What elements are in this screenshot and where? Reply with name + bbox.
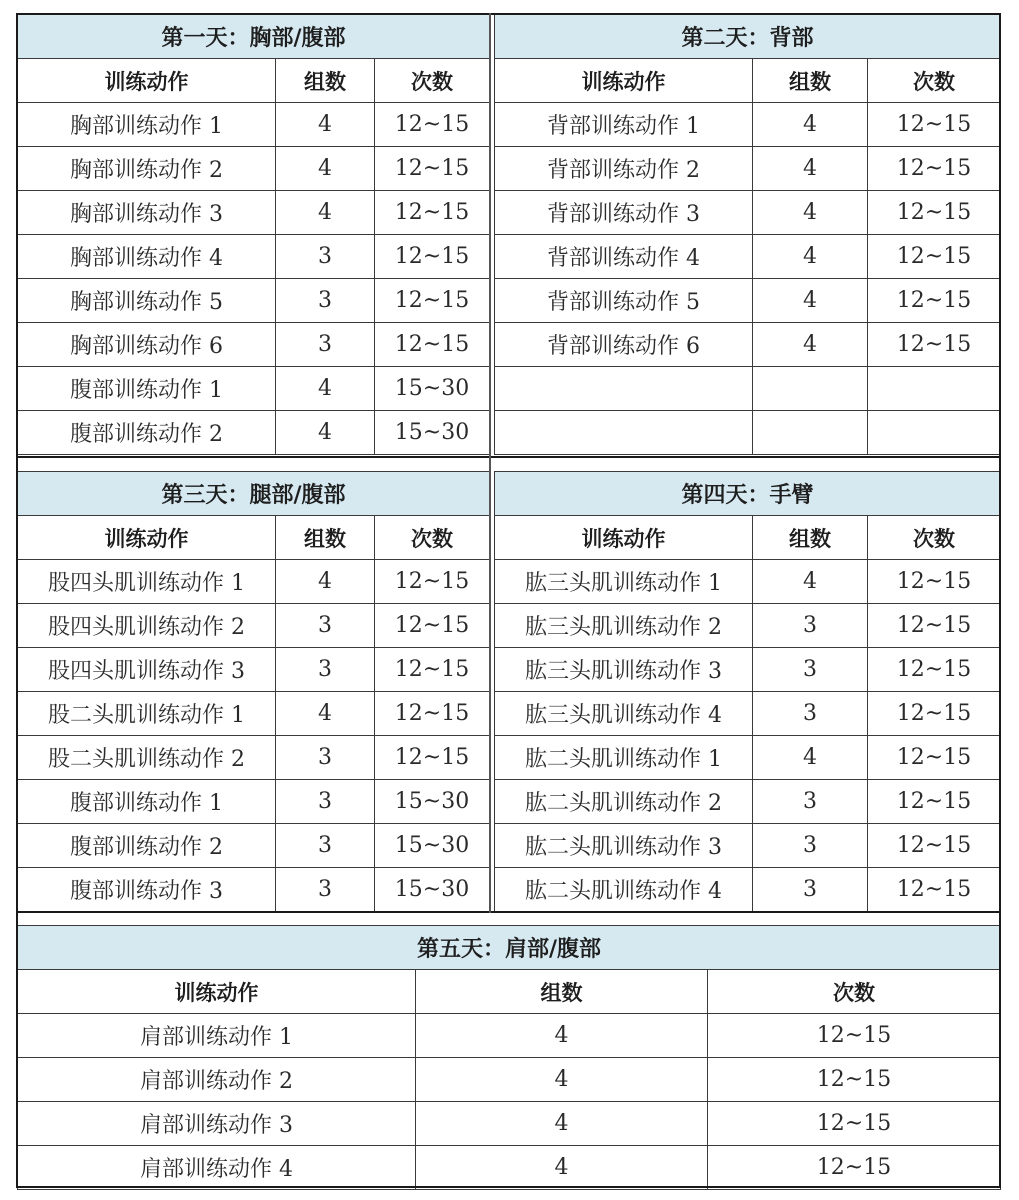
table-row xyxy=(495,692,1001,736)
day4-title: 第四天：手臂 xyxy=(495,472,1001,516)
day3-title: 第三天：腿部/腹部 xyxy=(18,472,490,516)
day2-header-reps: 次数 xyxy=(868,59,1001,103)
reps-cell: 12~15 xyxy=(375,604,490,648)
reps-cell: 12~15 xyxy=(868,824,1001,868)
day1-header-exercise: 训练动作 xyxy=(18,59,276,103)
day1-header-reps: 次数 xyxy=(375,59,490,103)
reps-cell: 12~15 xyxy=(375,648,490,692)
table-row xyxy=(18,235,490,279)
exercise-cell: 肱三头肌训练动作 3 xyxy=(495,648,753,692)
sets-cell: 3 xyxy=(276,736,375,780)
exercise-cell: 胸部训练动作 6 xyxy=(18,323,276,367)
table-row xyxy=(495,604,1001,648)
sets-cell: 3 xyxy=(276,279,375,323)
exercise-cell: 胸部训练动作 3 xyxy=(18,191,276,235)
table-row xyxy=(495,648,1001,692)
sets-cell: 3 xyxy=(276,868,375,912)
table-row xyxy=(18,780,490,824)
table-row xyxy=(495,560,1001,604)
sets-cell: 4 xyxy=(753,147,868,191)
exercise-cell: 股四头肌训练动作 2 xyxy=(18,604,276,648)
exercise-cell: 背部训练动作 4 xyxy=(495,235,753,279)
frame-center-divider xyxy=(489,13,491,913)
reps-cell: 15~30 xyxy=(375,780,490,824)
reps-cell xyxy=(868,367,1001,411)
frame-mid-line-1 xyxy=(16,456,1001,458)
day2-title: 第二天：背部 xyxy=(495,15,1001,59)
sets-cell: 3 xyxy=(276,604,375,648)
exercise-cell: 肱二头肌训练动作 3 xyxy=(495,824,753,868)
sets-cell: 3 xyxy=(276,780,375,824)
reps-cell: 12~15 xyxy=(375,736,490,780)
reps-cell: 15~30 xyxy=(375,367,490,411)
exercise-cell xyxy=(495,367,753,411)
day3-table xyxy=(17,471,490,912)
sets-cell: 3 xyxy=(753,824,868,868)
table-row xyxy=(495,780,1001,824)
table-row xyxy=(495,191,1001,235)
table-row xyxy=(18,736,490,780)
day2-table xyxy=(494,14,1001,455)
sets-cell xyxy=(753,367,868,411)
reps-cell xyxy=(868,411,1001,455)
exercise-cell: 肩部训练动作 4 xyxy=(18,1146,416,1190)
table-row xyxy=(18,411,490,455)
sets-cell: 3 xyxy=(753,604,868,648)
reps-cell: 15~30 xyxy=(375,411,490,455)
table-row xyxy=(18,648,490,692)
exercise-cell: 肱三头肌训练动作 1 xyxy=(495,560,753,604)
table-row xyxy=(18,604,490,648)
reps-cell: 12~15 xyxy=(375,560,490,604)
exercise-cell: 肱二头肌训练动作 4 xyxy=(495,868,753,912)
day4-header-reps: 次数 xyxy=(868,516,1001,560)
exercise-cell: 肱三头肌训练动作 4 xyxy=(495,692,753,736)
reps-cell: 12~15 xyxy=(375,692,490,736)
day2-header-sets: 组数 xyxy=(753,59,868,103)
sets-cell: 3 xyxy=(276,235,375,279)
sets-cell: 3 xyxy=(753,648,868,692)
sets-cell: 4 xyxy=(416,1102,708,1146)
sets-cell: 3 xyxy=(276,648,375,692)
reps-cell: 15~30 xyxy=(375,824,490,868)
table-row xyxy=(18,103,490,147)
table-row xyxy=(18,692,490,736)
frame-right-line xyxy=(999,13,1001,1188)
day4-header-sets: 组数 xyxy=(753,516,868,560)
exercise-cell: 肩部训练动作 2 xyxy=(18,1058,416,1102)
table-row xyxy=(18,1014,1001,1058)
sets-cell: 4 xyxy=(276,411,375,455)
reps-cell: 12~15 xyxy=(868,692,1001,736)
sets-cell: 4 xyxy=(416,1058,708,1102)
exercise-cell: 腹部训练动作 1 xyxy=(18,367,276,411)
exercise-cell: 肱三头肌训练动作 2 xyxy=(495,604,753,648)
reps-cell: 12~15 xyxy=(868,736,1001,780)
table-row xyxy=(495,736,1001,780)
table-row xyxy=(495,367,1001,411)
day1-title: 第一天：胸部/腹部 xyxy=(18,15,490,59)
reps-cell: 12~15 xyxy=(375,279,490,323)
exercise-cell: 肩部训练动作 1 xyxy=(18,1014,416,1058)
reps-cell: 12~15 xyxy=(375,323,490,367)
reps-cell: 12~15 xyxy=(868,560,1001,604)
reps-cell: 12~15 xyxy=(375,103,490,147)
table-row xyxy=(18,323,490,367)
sets-cell: 4 xyxy=(753,103,868,147)
sets-cell: 4 xyxy=(753,235,868,279)
table-row xyxy=(18,868,490,912)
table-row xyxy=(495,103,1001,147)
sets-cell: 4 xyxy=(276,367,375,411)
reps-cell: 12~15 xyxy=(708,1146,1001,1190)
day5-header-reps: 次数 xyxy=(708,970,1001,1014)
table-row xyxy=(18,279,490,323)
frame-bottom-line xyxy=(16,1186,1001,1188)
table-row xyxy=(18,191,490,235)
frame-left-line xyxy=(16,13,18,1188)
reps-cell: 12~15 xyxy=(868,191,1001,235)
reps-cell: 12~15 xyxy=(868,147,1001,191)
sets-cell: 4 xyxy=(753,560,868,604)
reps-cell: 12~15 xyxy=(375,191,490,235)
exercise-cell: 胸部训练动作 2 xyxy=(18,147,276,191)
exercise-cell: 股二头肌训练动作 2 xyxy=(18,736,276,780)
exercise-cell: 腹部训练动作 1 xyxy=(18,780,276,824)
exercise-cell: 股四头肌训练动作 1 xyxy=(18,560,276,604)
table-row xyxy=(495,279,1001,323)
reps-cell: 12~15 xyxy=(868,279,1001,323)
exercise-cell: 胸部训练动作 5 xyxy=(18,279,276,323)
reps-cell: 12~15 xyxy=(868,235,1001,279)
sets-cell: 4 xyxy=(753,323,868,367)
exercise-cell: 腹部训练动作 2 xyxy=(18,824,276,868)
table-row xyxy=(495,323,1001,367)
reps-cell: 12~15 xyxy=(868,604,1001,648)
exercise-cell: 背部训练动作 5 xyxy=(495,279,753,323)
table-row xyxy=(495,411,1001,455)
exercise-cell: 腹部训练动作 3 xyxy=(18,868,276,912)
sets-cell: 4 xyxy=(276,692,375,736)
table-row xyxy=(18,367,490,411)
day3-header-reps: 次数 xyxy=(375,516,490,560)
sets-cell: 4 xyxy=(753,736,868,780)
day4-table xyxy=(494,471,1001,912)
table-row xyxy=(18,560,490,604)
sets-cell: 3 xyxy=(276,323,375,367)
exercise-cell: 背部训练动作 3 xyxy=(495,191,753,235)
sets-cell: 4 xyxy=(276,103,375,147)
sets-cell: 3 xyxy=(753,692,868,736)
day4-header-exercise: 训练动作 xyxy=(495,516,753,560)
exercise-cell: 股四头肌训练动作 3 xyxy=(18,648,276,692)
day3-header-exercise: 训练动作 xyxy=(18,516,276,560)
reps-cell: 12~15 xyxy=(708,1014,1001,1058)
reps-cell: 12~15 xyxy=(708,1058,1001,1102)
table-row xyxy=(495,868,1001,912)
sets-cell: 3 xyxy=(276,824,375,868)
reps-cell: 12~15 xyxy=(708,1102,1001,1146)
reps-cell: 12~15 xyxy=(868,103,1001,147)
reps-cell: 12~15 xyxy=(375,235,490,279)
sets-cell: 4 xyxy=(276,560,375,604)
table-row xyxy=(18,1146,1001,1190)
sets-cell: 4 xyxy=(276,191,375,235)
day1-table xyxy=(17,14,490,455)
day5-title: 第五天：肩部/腹部 xyxy=(18,926,1001,970)
exercise-cell: 背部训练动作 1 xyxy=(495,103,753,147)
exercise-cell: 胸部训练动作 4 xyxy=(18,235,276,279)
exercise-cell: 背部训练动作 2 xyxy=(495,147,753,191)
exercise-cell: 腹部训练动作 2 xyxy=(18,411,276,455)
table-row xyxy=(495,824,1001,868)
reps-cell: 12~15 xyxy=(868,780,1001,824)
sets-cell xyxy=(753,411,868,455)
day5-header-exercise: 训练动作 xyxy=(18,970,416,1014)
reps-cell: 15~30 xyxy=(375,868,490,912)
exercise-cell: 肩部训练动作 3 xyxy=(18,1102,416,1146)
exercise-cell xyxy=(495,411,753,455)
exercise-cell: 背部训练动作 6 xyxy=(495,323,753,367)
table-row xyxy=(495,235,1001,279)
sets-cell: 4 xyxy=(753,191,868,235)
frame-top-line xyxy=(16,13,1001,15)
table-row xyxy=(18,147,490,191)
reps-cell: 12~15 xyxy=(868,648,1001,692)
day5-header-sets: 组数 xyxy=(416,970,708,1014)
day3-header-sets: 组数 xyxy=(276,516,375,560)
reps-cell: 12~15 xyxy=(375,147,490,191)
sets-cell: 3 xyxy=(753,868,868,912)
exercise-cell: 肱二头肌训练动作 2 xyxy=(495,780,753,824)
table-row xyxy=(18,1058,1001,1102)
table-row xyxy=(18,1102,1001,1146)
reps-cell: 12~15 xyxy=(868,868,1001,912)
sets-cell: 4 xyxy=(753,279,868,323)
day2-header-exercise: 训练动作 xyxy=(495,59,753,103)
sets-cell: 3 xyxy=(753,780,868,824)
exercise-cell: 胸部训练动作 1 xyxy=(18,103,276,147)
sets-cell: 4 xyxy=(276,147,375,191)
table-row xyxy=(495,147,1001,191)
day1-header-sets: 组数 xyxy=(276,59,375,103)
day5-table xyxy=(17,925,1001,1190)
sets-cell: 4 xyxy=(416,1146,708,1190)
exercise-cell: 肱二头肌训练动作 1 xyxy=(495,736,753,780)
reps-cell: 12~15 xyxy=(868,323,1001,367)
table-row xyxy=(18,824,490,868)
frame-mid-line-2 xyxy=(16,911,1001,913)
sets-cell: 4 xyxy=(416,1014,708,1058)
exercise-cell: 股二头肌训练动作 1 xyxy=(18,692,276,736)
